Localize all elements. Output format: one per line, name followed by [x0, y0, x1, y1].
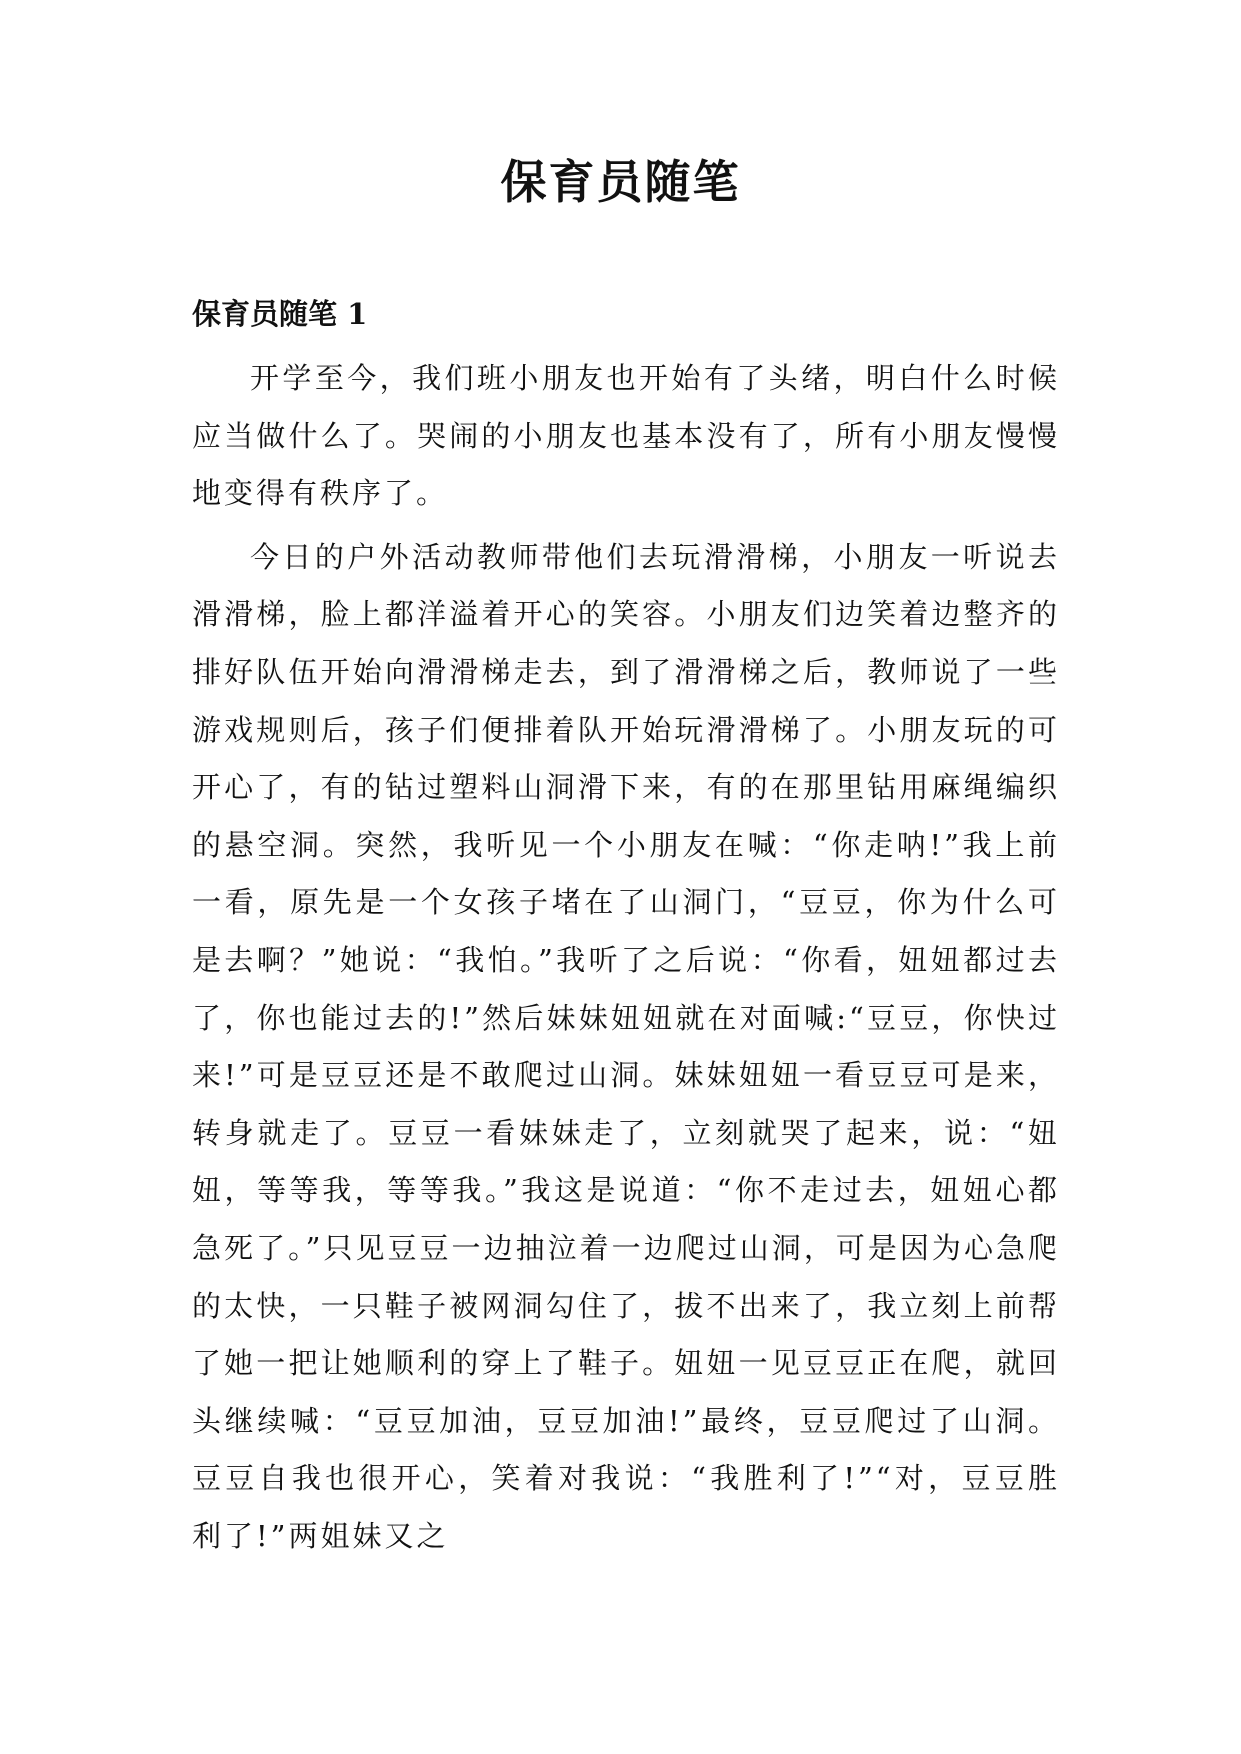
- paragraph: 开学至今，我们班小朋友也开始有了头绪，明白什么时候应当做什么了。哭闹的小朋友也基本没有了，所有小朋友慢慢地变得有秩序了。: [192, 361, 1060, 511]
- paragraph: 今日的户外活动教师带他们去玩滑滑梯，小朋友一听说去滑滑梯，脸上都洋溢着开心的笑容。小朋友们边笑着边整齐的排好队伍开始向滑滑梯走去，到了滑滑梯之后，教师说了一些游戏规则后，孩子们便排着队开始玩滑滑梯了。小朋友玩的可开心了，有的钻过塑料山洞滑下来，有的在那里钻用麻绳编织的悬空洞。突然，我听见一个小朋友在喊：“你走呐!”我上前一看，原先是一个女孩子堵在了山洞门，“豆豆，你为什么可是去啊？”她说：“我怕。”我听了之后说：“你看，妞妞都过去了，你也能过去的!”然后妹妹妞妞就在对面喊:“豆豆，你快过来!”可是豆豆还是不敢爬过山洞。妹妹妞妞一看豆豆可是来，转身就走了。豆豆一看妹妹走了，立刻就哭了起来，说：“妞妞，等等我，等等我。”我这是说道：“你不走过去，妞妞心都急死了。”只见豆豆一边抽泣着一边爬过山洞，可是因为心急爬的太快，一只鞋子被网洞勾住了，拔不出来了，我立刻上前帮了她一把让她顺利的穿上了鞋子。妞妞一见豆豆正在爬，就回头继续喊：“豆豆加油，豆豆加油!”最终，豆豆爬过了山洞。豆豆自我也很开心，笑着对我说：“我胜利了!”“对，豆豆胜利了!”两姐妹又之: [192, 539, 1060, 1553]
- document-body: [192, 350, 1060, 1571]
- section-heading: 保育员随笔 1: [192, 297, 368, 331]
- document-title: 保育员随笔: [500, 155, 741, 209]
